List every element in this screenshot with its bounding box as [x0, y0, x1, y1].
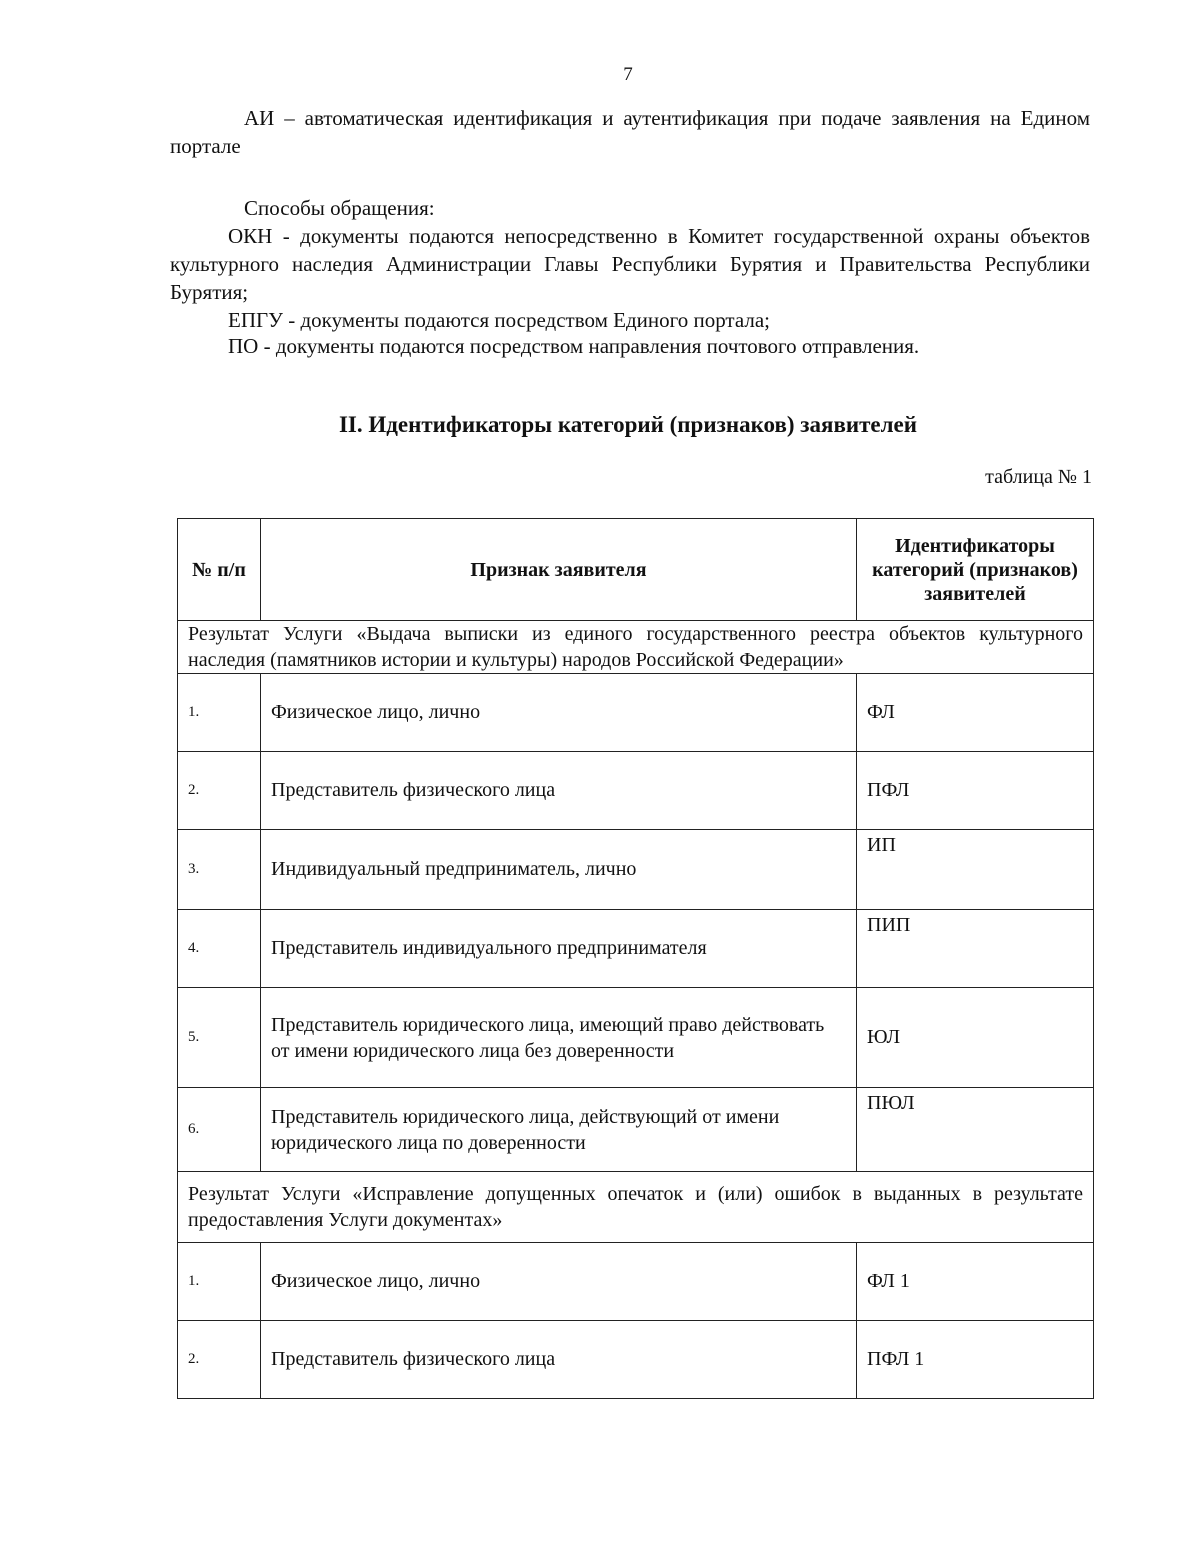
row-number: 1. — [178, 1243, 261, 1321]
row-attribute: Физическое лицо, лично — [261, 1243, 857, 1321]
table-row — [178, 830, 1094, 910]
table-row — [178, 1321, 1094, 1399]
row-number: 5. — [178, 988, 261, 1088]
row-identifier: ПИП — [857, 910, 1094, 988]
table-header-row — [178, 519, 1094, 621]
applicant-categories-table — [177, 518, 1094, 1399]
row-number: 2. — [178, 1321, 261, 1399]
table-row — [178, 752, 1094, 830]
ai-definition: АИ – автоматическая идентификация и аутентификация при подаче заявления на Едином портале — [170, 106, 1090, 158]
page-number: 7 — [623, 64, 633, 85]
table-row — [178, 1243, 1094, 1321]
result-row — [178, 621, 1094, 674]
row-identifier: ЮЛ — [857, 988, 1094, 1088]
row-identifier: ФЛ 1 — [857, 1243, 1094, 1321]
table-row — [178, 674, 1094, 752]
result-title: Результат Услуги «Выдача выписки из единого государственного реестра объектов культурного наследия (памятников истории и культуры) народов Российской Федерации» — [178, 621, 1094, 674]
header-number: № п/п — [178, 519, 261, 621]
row-number: 4. — [178, 910, 261, 988]
row-number: 6. — [178, 1088, 261, 1172]
row-attribute: Представитель индивидуального предпринимателя — [261, 910, 857, 988]
row-attribute: Индивидуальный предприниматель, лично — [261, 830, 857, 910]
row-attribute: Представитель физического лица — [261, 752, 857, 830]
row-attribute: Представитель физического лица — [261, 1321, 857, 1399]
table-row — [178, 910, 1094, 988]
result-title: Результат Услуги «Исправление допущенных опечаток и (или) ошибок в выданных в результате предоставления Услуги документах» — [178, 1172, 1094, 1243]
row-identifier: ИП — [857, 830, 1094, 910]
row-identifier: ПФЛ 1 — [857, 1321, 1094, 1399]
section-heading: II. Идентификаторы категорий (признаков) заявителей — [338, 412, 918, 437]
okn-method: ОКН - документы подаются непосредственно в Комитет государственной охраны объектов культурного наследия Администрации Главы Республики Бурятия и Правительства Республики Бурятия; — [170, 224, 1090, 304]
row-identifier: ФЛ — [857, 674, 1094, 752]
result-row — [178, 1172, 1094, 1243]
row-number: 3. — [178, 830, 261, 910]
row-number: 2. — [178, 752, 261, 830]
header-identifiers: Идентификаторы категорий (признаков) заявителей — [857, 519, 1094, 621]
po-method: ПО - документы подаются посредством направления почтового отправления. — [228, 334, 920, 358]
row-attribute: Физическое лицо, лично — [261, 674, 857, 752]
row-identifier: ПЮЛ — [857, 1088, 1094, 1172]
epgu-method: ЕПГУ - документы подаются посредством Единого портала; — [228, 308, 770, 332]
row-identifier: ПФЛ — [857, 752, 1094, 830]
row-attribute: Представитель юридического лица, имеющий право действовать от имени юридического лица без доверенности — [261, 988, 857, 1088]
methods-title: Способы обращения: — [244, 196, 435, 220]
table-caption: таблица № 1 — [985, 466, 1092, 488]
header-attribute: Признак заявителя — [261, 519, 857, 621]
row-attribute: Представитель юридического лица, действующий от имени юридического лица по доверенности — [261, 1088, 857, 1172]
table-row — [178, 1088, 1094, 1172]
row-number: 1. — [178, 674, 261, 752]
table-row — [178, 988, 1094, 1088]
